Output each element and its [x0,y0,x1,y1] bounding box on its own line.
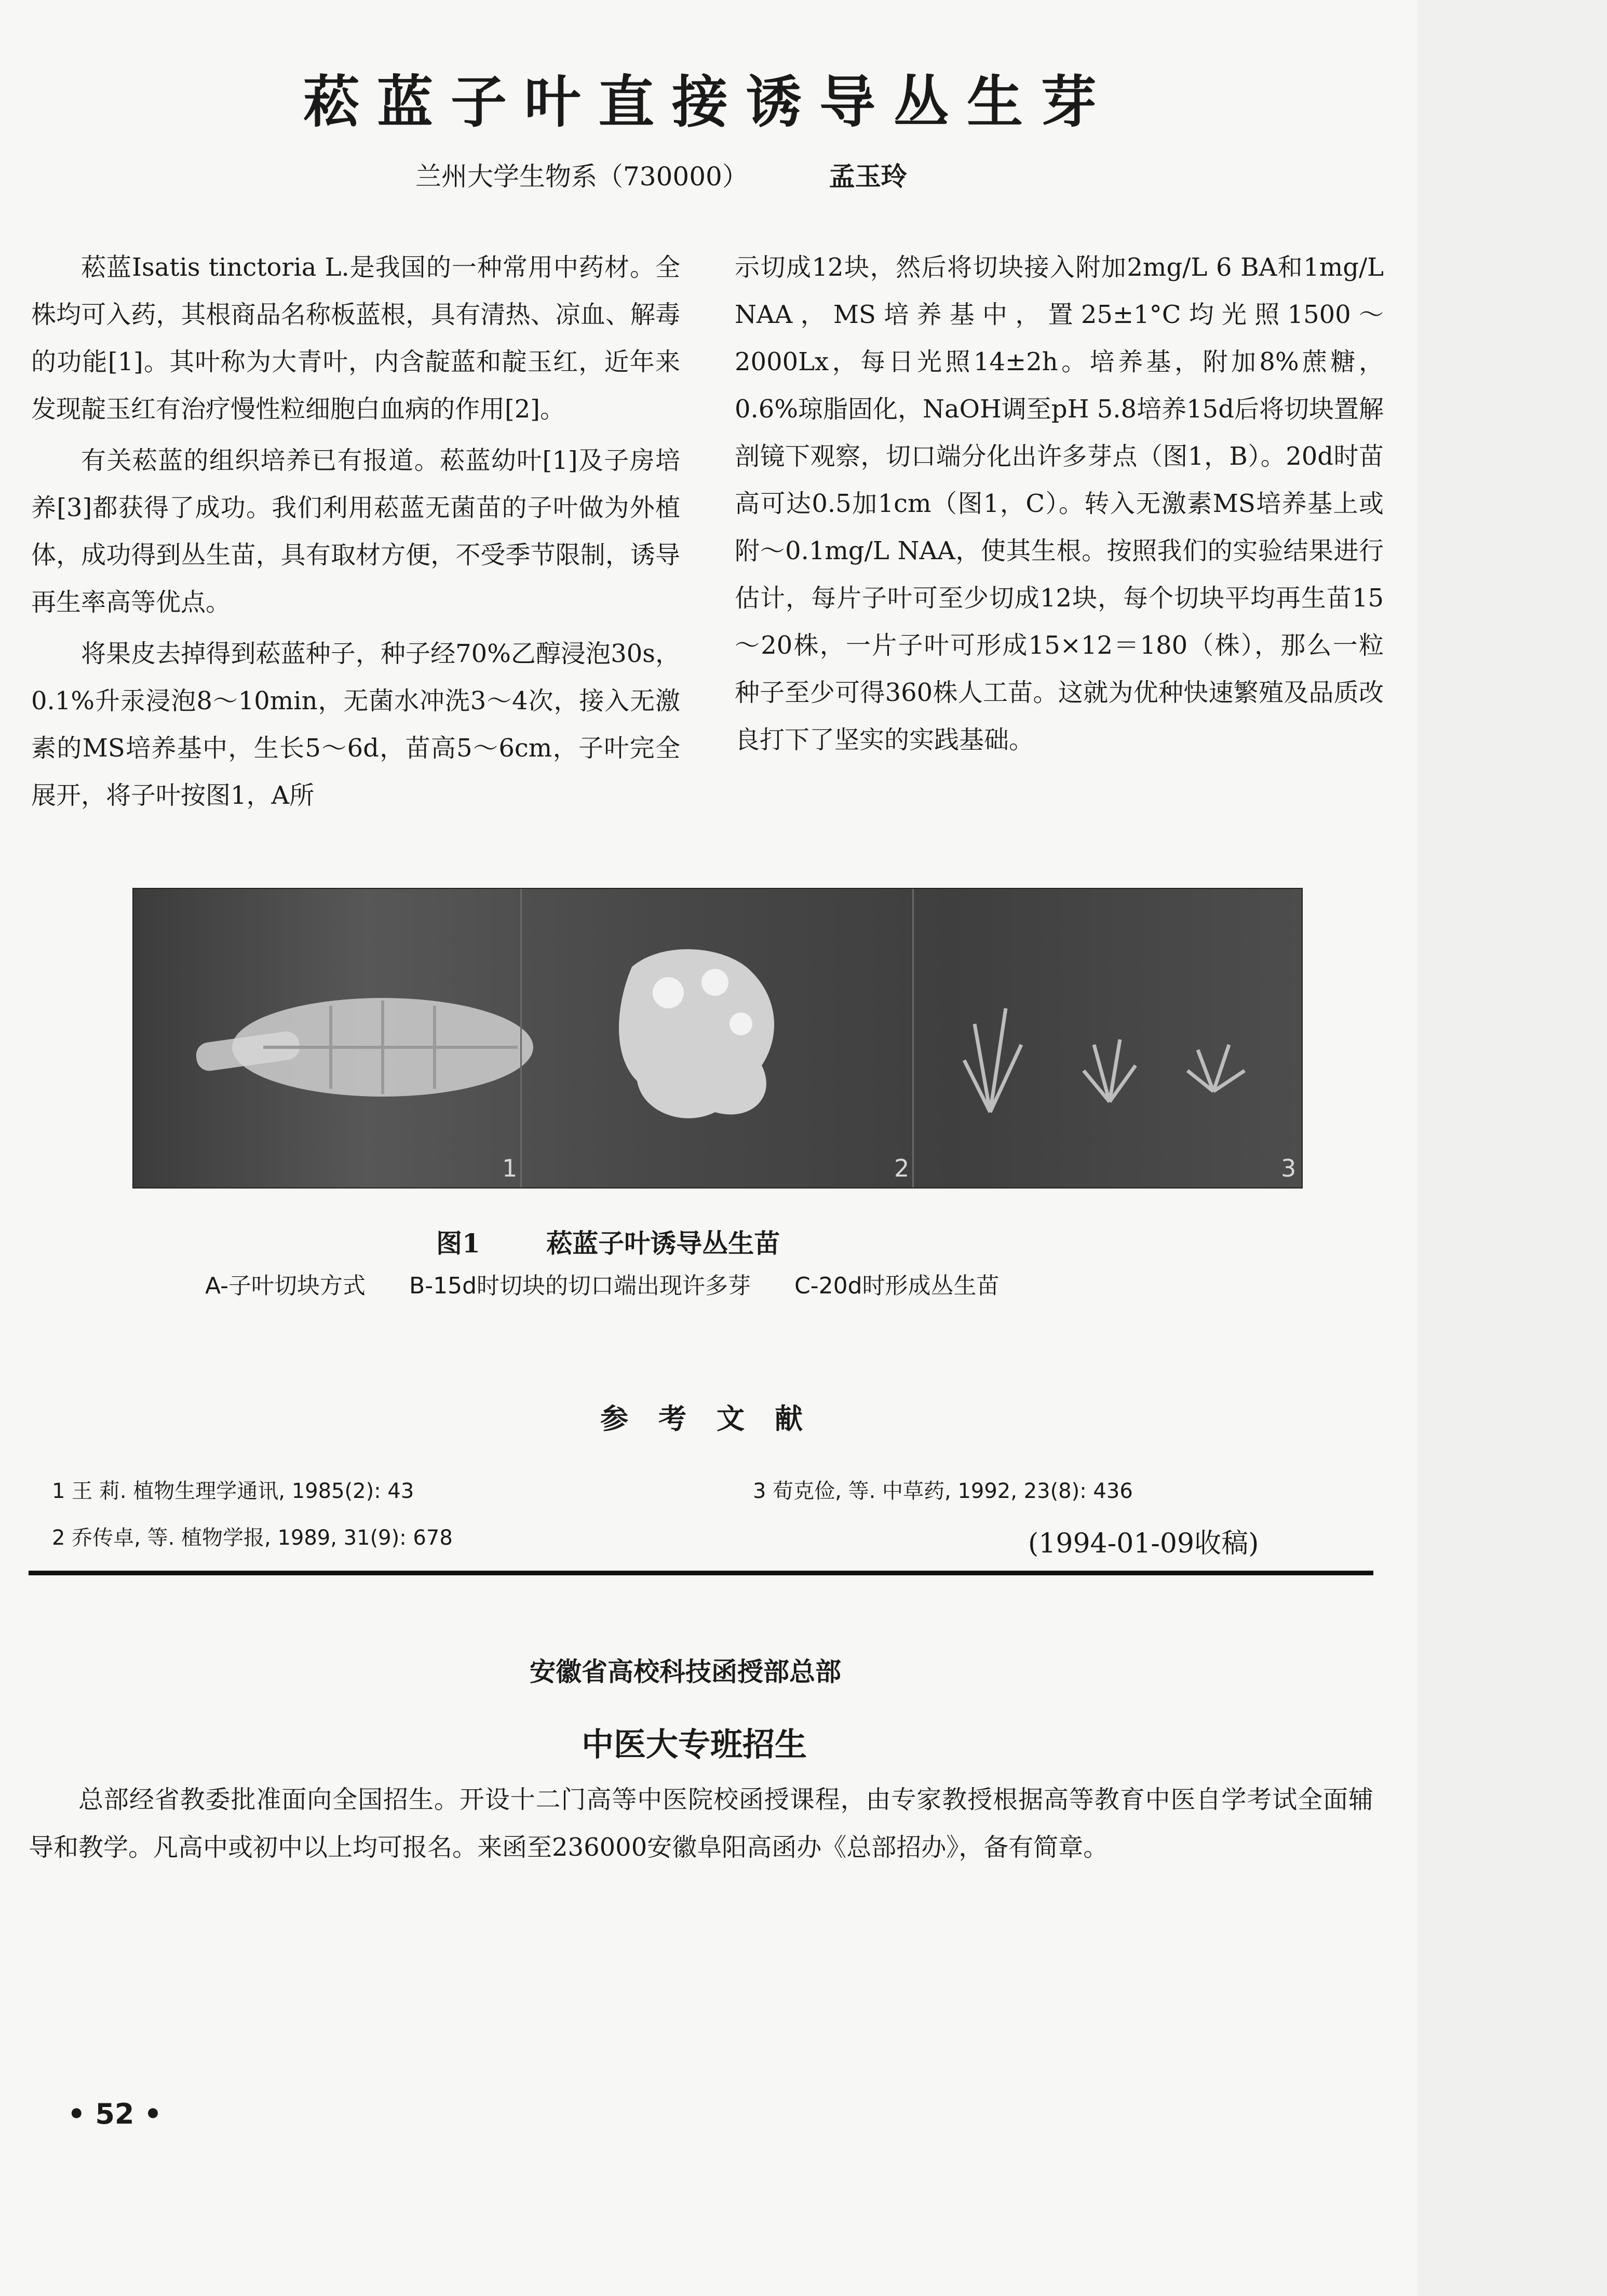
bud-shape [653,977,684,1008]
figure-image [133,889,1302,1187]
paragraph: 有关菘蓝的组织培养已有报道。菘蓝幼叶[1]及子房培养[3]都获得了成功。我们利用菘蓝无菌苗的子叶做为外植体，成功得到丛生苗，具有取材方便，不受季节限制，诱导再生率高等优点。 [31,446,680,617]
figure-photo [132,888,1303,1188]
figure-subcaption [205,1267,1036,1300]
left-column [31,244,680,819]
bud-shape [730,1012,752,1035]
bud-shape [701,969,728,996]
shoot-cluster [1187,1045,1245,1091]
subcaption-b: B-15d时切块的切口端出现许多芽 [409,1273,751,1299]
ad-organization: 安徽省高校科技函授部总部 [530,1656,841,1687]
figure-number: 图1 [436,1228,480,1259]
section-divider [29,1571,1373,1575]
callus-shape [619,949,774,1118]
panel-label: 1 [502,1154,518,1182]
panel-label: 2 [894,1154,910,1182]
figure-title: 菘蓝子叶诱导丛生苗 [546,1228,780,1259]
article-title: 菘蓝子叶直接诱导丛生芽 [303,70,1114,135]
subcaption-c: C-20d时形成丛生苗 [794,1273,1000,1299]
panel-label: 3 [1281,1154,1297,1182]
shoot-cluster [1084,1039,1136,1102]
author: 孟玉玲 [829,161,907,192]
scan-margin [1417,0,1607,2296]
reference-item: 2 乔传卓, 等. 植物学报, 1989, 31(9): 678 [52,1526,453,1550]
panel-divider [912,889,914,1187]
ad-body: 总部经省教委批准面向全国招生。开设十二门高等中医院校函授课程，由专家教授根据高等教育中医自学考试全面辅导和教学。凡高中或初中以上均可报名。来函至236000安徽阜阳高函办《总部招办》，备有简章。 [29,1785,1373,1862]
references-heading: 参考文献 [600,1402,833,1435]
subcaption-a: A-子叶切块方式 [205,1273,366,1299]
right-column [735,244,1384,764]
page-number: • 52 • [67,2098,162,2130]
paragraph: 示切成12块，然后将切块接入附加2mg/L 6 BA和1mg/L NAA，MS培养基中，置25±1°C均光照1500～2000Lx，每日光照14±2h。培养基，附加8%蔗糖，0.6%琼脂固化，NaOH调至pH 5.8培养15d后将切块置解剖镜下观察，切口端分化出许多芽点（图1，B）。20d时苗高可达0.5加1cm（图1，C）。转入无激素MS培养基上或附～0.1mg/L NAA，使其生根。按照我们的实验结果进行估计，每片子叶可至少切成12块，每个切块平均再生苗15～20株，一片子叶可形成15×12＝180（株），那么一粒种子至少可得360株人工苗。这就为优种快速繁殖及品质改良打下了坚实的实践基础。 [735,253,1384,754]
panel-divider [520,889,522,1187]
reference-item: 1 王 莉. 植物生理学通讯, 1985(2): 43 [52,1479,414,1503]
byline [415,156,1038,193]
figure-caption [436,1223,780,1260]
paragraph: 将果皮去掉得到菘蓝种子，种子经70%乙醇浸泡30s，0.1%升汞浸泡8～10min，无菌水冲洗3～4次，接入无激素的MS培养基中，生长5～6d，苗高5～6cm，子叶完全展开，将子叶按图1，A所 [31,639,680,810]
reference-item: 3 荀克俭, 等. 中草药, 1992, 23(8): 436 [753,1479,1133,1503]
affiliation: 兰州大学生物系（730000） [415,161,748,192]
paragraph: 菘蓝Isatis tinctoria L.是我国的一种常用中药材。全株均可入药，其根商品名称板蓝根，具有清热、凉血、解毒的功能[1]。其叶称为大青叶，内含靛蓝和靛玉红，近年来发现靛玉红有治疗慢性粒细胞白血病的作用[2]。 [31,253,680,424]
received-date: (1994-01-09收稿) [1028,1528,1259,1559]
shoot-cluster [964,1008,1021,1112]
ad-title: 中医大专班招生 [582,1725,807,1763]
